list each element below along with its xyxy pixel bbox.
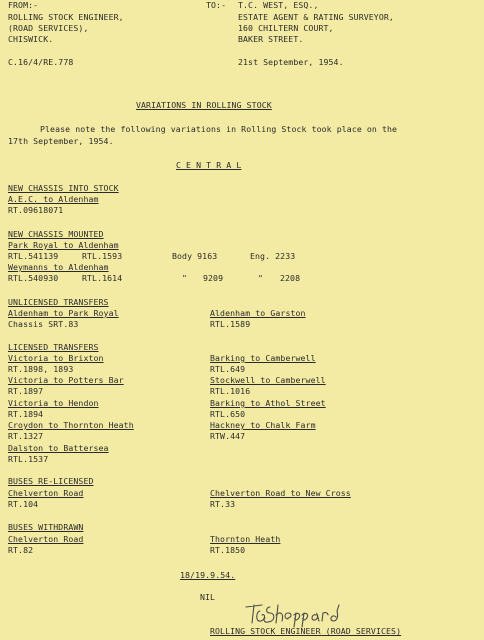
from-line-3: CHISWICK.	[8, 34, 54, 44]
licensed-right-value-4: RTW.447	[210, 431, 246, 441]
relicensed-right-value: RT.33	[210, 499, 236, 509]
licensed-left-route-2: Victoria to Potters Bar	[8, 375, 124, 385]
new-chassis-mounted-route-1: Park Royal to Aldenham	[8, 240, 119, 250]
mounted-row-1-rt: RTL.541139	[8, 251, 59, 261]
licensed-right-value-3: RTL.650	[210, 409, 246, 419]
relicensed-left-route: Chelverton Road	[8, 488, 84, 498]
licensed-right-value-1: RTL.649	[210, 364, 246, 374]
licensed-left-value-1: RT.1898, 1893	[8, 364, 74, 374]
from-line-2: (ROAD SERVICES),	[8, 23, 89, 33]
memo-date: 21st September, 1954.	[238, 57, 344, 67]
to-label: TO:-	[206, 0, 227, 10]
from-line-1: ROLLING STOCK ENGINEER,	[8, 12, 124, 22]
unlicensed-left-route: Aldenham to Park Royal	[8, 308, 119, 318]
withdrawn-left-value: RT.82	[8, 545, 34, 555]
unlicensed-right-route: Aldenham to Garston	[210, 308, 306, 318]
unlicensed-left-value: Chassis SRT.83	[8, 319, 79, 329]
mounted-row-2-body: 9209	[203, 273, 224, 283]
licensed-left-value-5: RTL.1537	[8, 454, 49, 464]
from-label: FROM:-	[8, 0, 39, 10]
document-title: VARIATIONS IN ROLLING STOCK	[136, 100, 272, 110]
dates-line: 18/19.9.54.	[180, 570, 236, 580]
licensed-left-route-3: Victoria to Hendon	[8, 398, 99, 408]
buses-relicensed-heading: BUSES RE-LICENSED	[8, 476, 94, 486]
new-chassis-into-stock-heading: NEW CHASSIS INTO STOCK	[8, 183, 119, 193]
mounted-row-2-rt: RTL.540930	[8, 273, 59, 283]
to-line-4: BAKER STREET.	[238, 34, 304, 44]
reference-number: C.16/4/RE.778	[8, 57, 74, 67]
withdrawn-left-route: Chelverton Road	[8, 534, 84, 544]
relicensed-left-value: RT.104	[8, 499, 39, 509]
licensed-transfers-heading: LICENSED TRANSFERS	[8, 342, 99, 352]
mounted-row-1-body: Body 9163	[172, 251, 218, 261]
unlicensed-transfers-heading: UNLICENSED TRANSFERS	[8, 297, 109, 307]
licensed-left-route-1: Victoria to Brixton	[8, 353, 104, 363]
licensed-right-route-4: Hackney to Chalk Farm	[210, 420, 316, 430]
mounted-row-1-eng: Eng. 2233	[250, 251, 296, 261]
unlicensed-right-value: RTL.1589	[210, 319, 251, 329]
intro-line-1: Please note the following variations in Rolling Stock took place on the	[40, 124, 398, 134]
licensed-left-value-3: RT.1894	[8, 409, 44, 419]
licensed-left-value-2: RT.1897	[8, 386, 44, 396]
intro-line-2: 17th September, 1954.	[8, 136, 114, 146]
nil-text: NIL	[200, 592, 216, 602]
new-chassis-mounted-route-2: Weymanns to Aldenham	[8, 262, 109, 272]
new-chassis-mounted-heading: NEW CHASSIS MOUNTED	[8, 229, 104, 239]
relicensed-right-route: Chelverton Road to New Cross	[210, 488, 351, 498]
buses-withdrawn-heading: BUSES WITHDRAWN	[8, 522, 84, 532]
mounted-row-2-eng: 2208	[280, 273, 301, 283]
licensed-right-value-2: RTL.1016	[210, 386, 251, 396]
licensed-right-route-3: Barking to Athol Street	[210, 398, 326, 408]
new-chassis-into-stock-value: RT.09618071	[8, 205, 64, 215]
signature-title: ROLLING STOCK ENGINEER (ROAD SERVICES)	[210, 626, 402, 636]
licensed-right-route-2: Stockwell to Camberwell	[210, 375, 326, 385]
mounted-row-1-rtl: RTL.1593	[82, 251, 123, 261]
to-line-1: T.C. WEST, ESQ.,	[238, 0, 319, 10]
mounted-row-2-body-ditto: "	[182, 273, 188, 283]
withdrawn-right-route: Thornton Heath	[210, 534, 281, 544]
licensed-right-route-1: Barking to Camberwell	[210, 353, 316, 363]
division-heading: C E N T R A L	[176, 160, 242, 170]
licensed-left-route-4: Croydon to Thornton Heath	[8, 420, 134, 430]
new-chassis-into-stock-route: A.E.C. to Aldenham	[8, 194, 99, 204]
withdrawn-right-value: RT.1850	[210, 545, 246, 555]
licensed-left-route-5: Dalston to Battersea	[8, 443, 109, 453]
mounted-row-2-rtl: RTL.1614	[82, 273, 123, 283]
mounted-row-2-eng-ditto: "	[258, 273, 264, 283]
to-line-2: ESTATE AGENT & RATING SURVEYOR,	[238, 12, 394, 22]
licensed-left-value-4: RT.1327	[8, 431, 44, 441]
to-line-3: 160 CHILTERN COURT,	[238, 23, 334, 33]
